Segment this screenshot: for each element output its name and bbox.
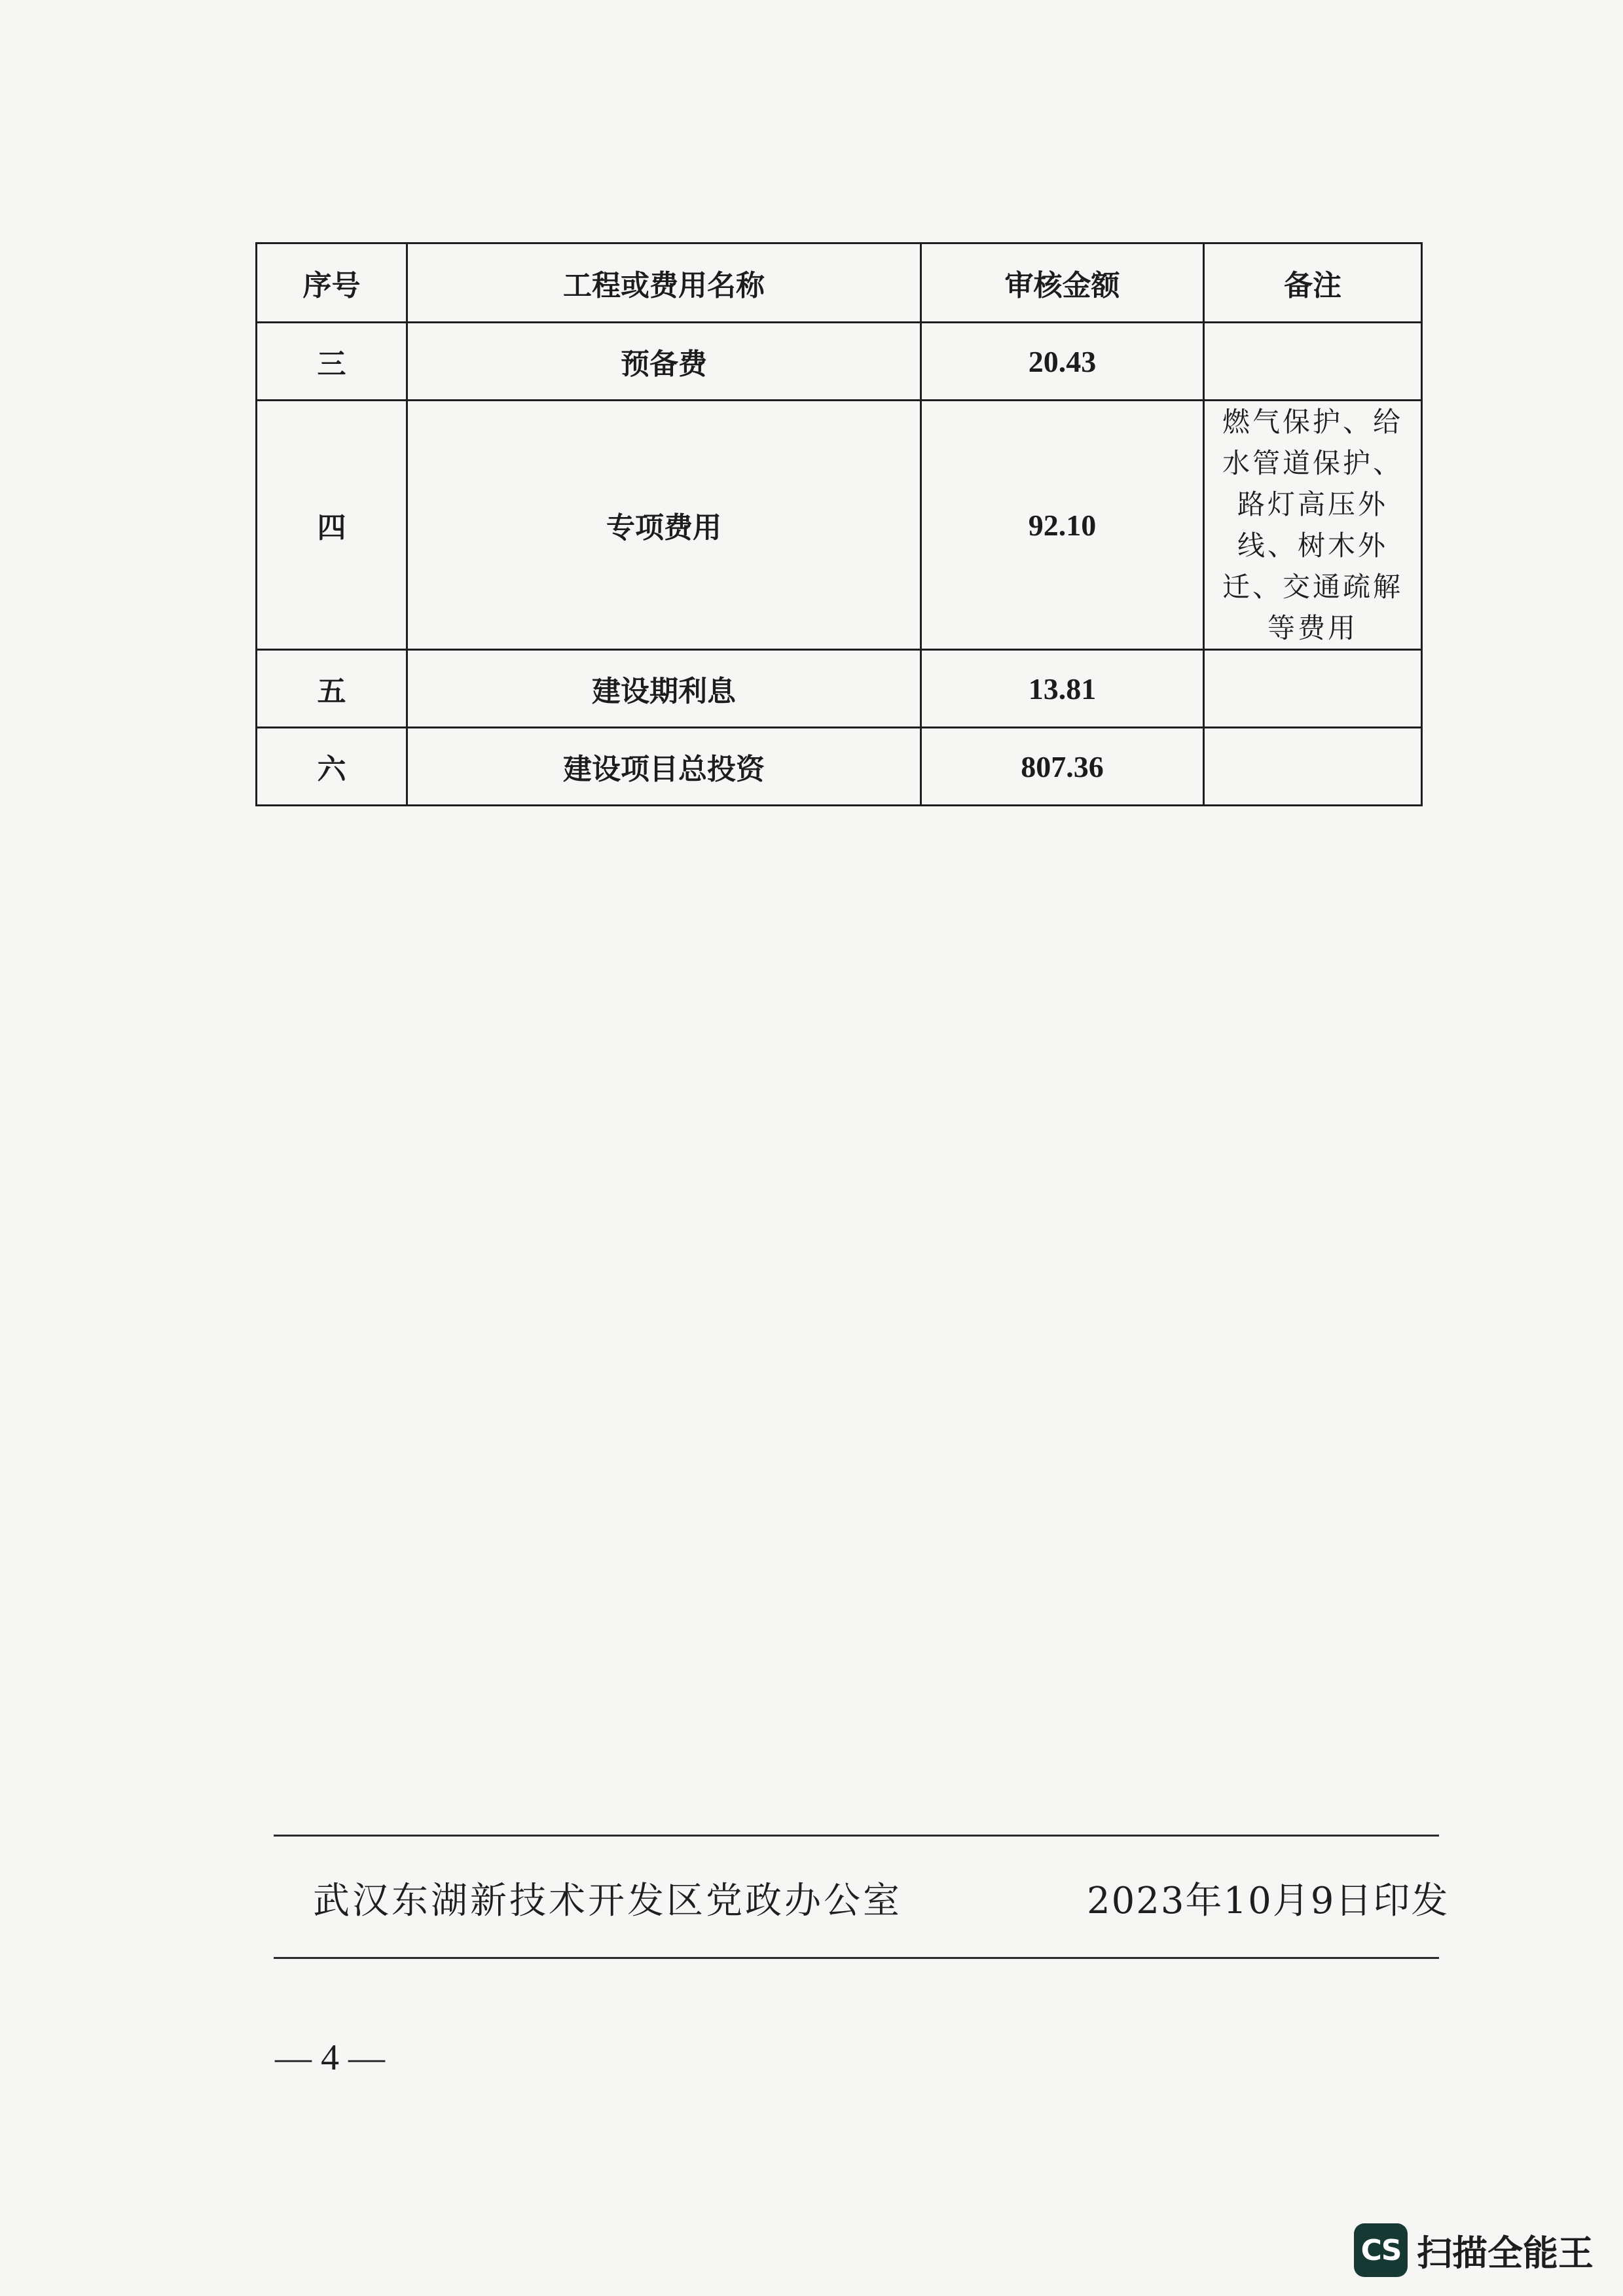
row-amount: 20.43 bbox=[921, 323, 1204, 401]
table-row bbox=[257, 401, 1422, 650]
row-amount: 13.81 bbox=[921, 650, 1204, 728]
table-row bbox=[257, 650, 1422, 728]
row-name: 专项费用 bbox=[407, 401, 921, 650]
row-name: 建设期利息 bbox=[407, 650, 921, 728]
imprint-bottom-rule bbox=[274, 1957, 1439, 1959]
header-amount: 审核金额 bbox=[921, 243, 1204, 323]
row-amount: 807.36 bbox=[921, 728, 1204, 806]
header-name: 工程或费用名称 bbox=[407, 243, 921, 323]
logo-text: CS bbox=[1360, 2233, 1401, 2267]
watermark-app-name: 扫描全能王 bbox=[1417, 2232, 1594, 2274]
row-remark bbox=[1204, 650, 1422, 728]
table-row bbox=[257, 728, 1422, 806]
camscanner-logo-icon bbox=[1354, 2223, 1408, 2277]
table-header-row bbox=[257, 243, 1422, 323]
row-no: 四 bbox=[257, 401, 407, 650]
header-no: 序号 bbox=[257, 243, 407, 323]
row-name: 预备费 bbox=[407, 323, 921, 401]
row-remark bbox=[1204, 323, 1422, 401]
row-no: 五 bbox=[257, 650, 407, 728]
imprint-top-rule bbox=[274, 1835, 1439, 1837]
row-amount: 92.10 bbox=[921, 401, 1204, 650]
imprint-issuer: 武汉东湖新技术开发区党政办公室 bbox=[313, 1880, 902, 1922]
row-remark bbox=[1204, 728, 1422, 806]
table-row bbox=[257, 323, 1422, 401]
scanner-watermark bbox=[1354, 2223, 1594, 2278]
row-no: 六 bbox=[257, 728, 407, 806]
row-remark: 燃气保护、给水管道保护、路灯高压外线、树木外迁、交通疏解等费用 bbox=[1204, 401, 1422, 650]
row-name: 建设项目总投资 bbox=[407, 728, 921, 806]
imprint-date: 2023年10月9日印发 bbox=[1087, 1880, 1450, 1922]
row-no: 三 bbox=[257, 323, 407, 401]
header-remark: 备注 bbox=[1204, 243, 1422, 323]
cost-table bbox=[255, 242, 1423, 806]
page-number: — 4 — bbox=[275, 2037, 385, 2078]
